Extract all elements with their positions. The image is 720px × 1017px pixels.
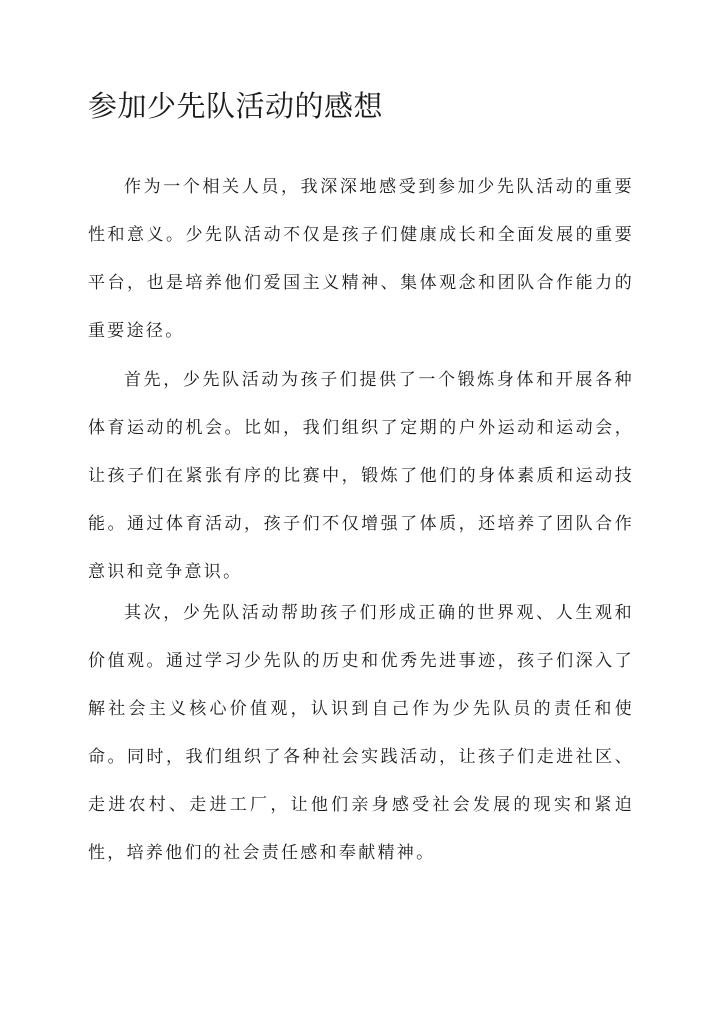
document-title: 参加少先队活动的感想 — [88, 89, 384, 123]
paragraph-values-education: 其次，少先队活动帮助孩子们形成正确的世界观、人生观和价值观。通过学习少先队的历史和优秀先进事迹，孩子们深入了解社会主义核心价值观，认识到自己作为少先队员的责任和使命。同时，我们组织了各种社会实践活动，让孩子们走进社区、走进农村、走进工厂，让他们亲身感受社会发展的现实和紧迫性，培养他们的社会责任感和奉献精神。 — [88, 603, 634, 863]
paragraph-physical-activities: 首先，少先队活动为孩子们提供了一个锻炼身体和开展各种体育运动的机会。比如，我们组织了定期的户外运动和运动会，让孩子们在紧张有序的比赛中，锻炼了他们的身体素质和运动技能。通过体育活动，孩子们不仅增强了体质，还培养了团队合作意识和竞争意识。 — [88, 370, 634, 582]
paragraph-intro: 作为一个相关人员，我深深地感受到参加少先队活动的重要性和意义。少先队活动不仅是孩子们健康成长和全面发展的重要平台，也是培养他们爱国主义精神、集体观念和团队合作能力的重要途径。 — [88, 177, 634, 341]
